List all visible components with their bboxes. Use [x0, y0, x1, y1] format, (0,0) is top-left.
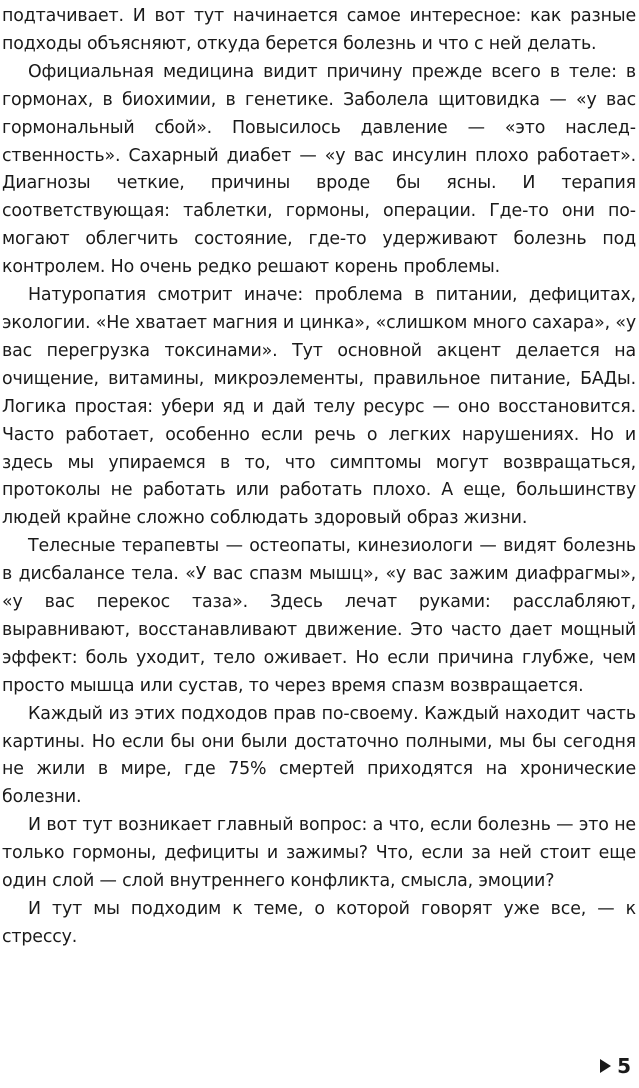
- body-text: [2, 3, 636, 952]
- paragraph-official-medicine: Официальная медицина видит причину прежде всего в теле: в гормонах, в биохимии, в генетике. Заболела щитовидка — «у вас гормональный сбой». Повысилось давление — «это наследственность». Сахарный диабет — «у вас инсулин плохо работает». Диагнозы четкие, причины вроде бы ясны. И терапия соответствующая: таблетки, гормоны, операции. Где-то они помогают облегчить состояние, где-то удерживают болезнь под контролем. Но очень редко решают корень проблемы.: [2, 61, 636, 278]
- paragraph-each-approach: Каждый из этих подходов прав по-своему. Каждый находит часть картины. Но если бы они были достаточно полными, мы бы сегодня не жили в мире, где 75% смертей приходятся на хронические болезни.: [2, 703, 636, 808]
- paragraph-naturopathy: Натуропатия смотрит иначе: проблема в питании, дефицитах, экологии. «Не хватает магния и цинка», «слишком много сахара», «у вас перегрузка токсинами». Тут основной акцент делается на очищение, витамины, микроэлементы, правильное питание, БАДы. Логика простая: убери яд и дай телу ресурс — оно восстановится. Часто работает, особенно если речь о легких нарушениях. Но и здесь мы упираемся в то, что симптомы могут возвращаться, протоколы не работать или работать плохо. А еще, большинству людей крайне сложно соблюдать здоровый образ жизни.: [2, 285, 636, 529]
- triangle-right-icon: [600, 1059, 611, 1073]
- paragraph-continuation: подтачивает. И вот тут начинается самое интересное: как разные подходы объясняют, откуда берется болезнь и что с ней делать.: [2, 6, 636, 54]
- paragraph-body-therapists: Телесные терапевты — остеопаты, кинезиологи — видят болезнь в дисбалансе тела. «У вас спазм мышц», «у вас зажим диафрагмы», «у вас перекос таза». Здесь лечат руками: расслабляют, выравнивают, восстанавливают движение. Это часто дает мощный эффект: боль уходит, тело оживает. Но если причина глубже, чем просто мышца или сустав, то через время спазм возвращается.: [2, 536, 636, 696]
- paragraph-stress: И тут мы подходим к теме, о которой говорят уже все, — к стрессу.: [2, 899, 636, 947]
- paragraph-main-question: И вот тут возникает главный вопрос: а что, если болезнь — это не только гормоны, дефициты и зажимы? Что, если за ней стоит еще один слой — слой внутреннего конфликта, смысла, эмоции?: [2, 815, 636, 892]
- page-number: 5: [617, 1054, 631, 1078]
- page-footer: [600, 1054, 631, 1078]
